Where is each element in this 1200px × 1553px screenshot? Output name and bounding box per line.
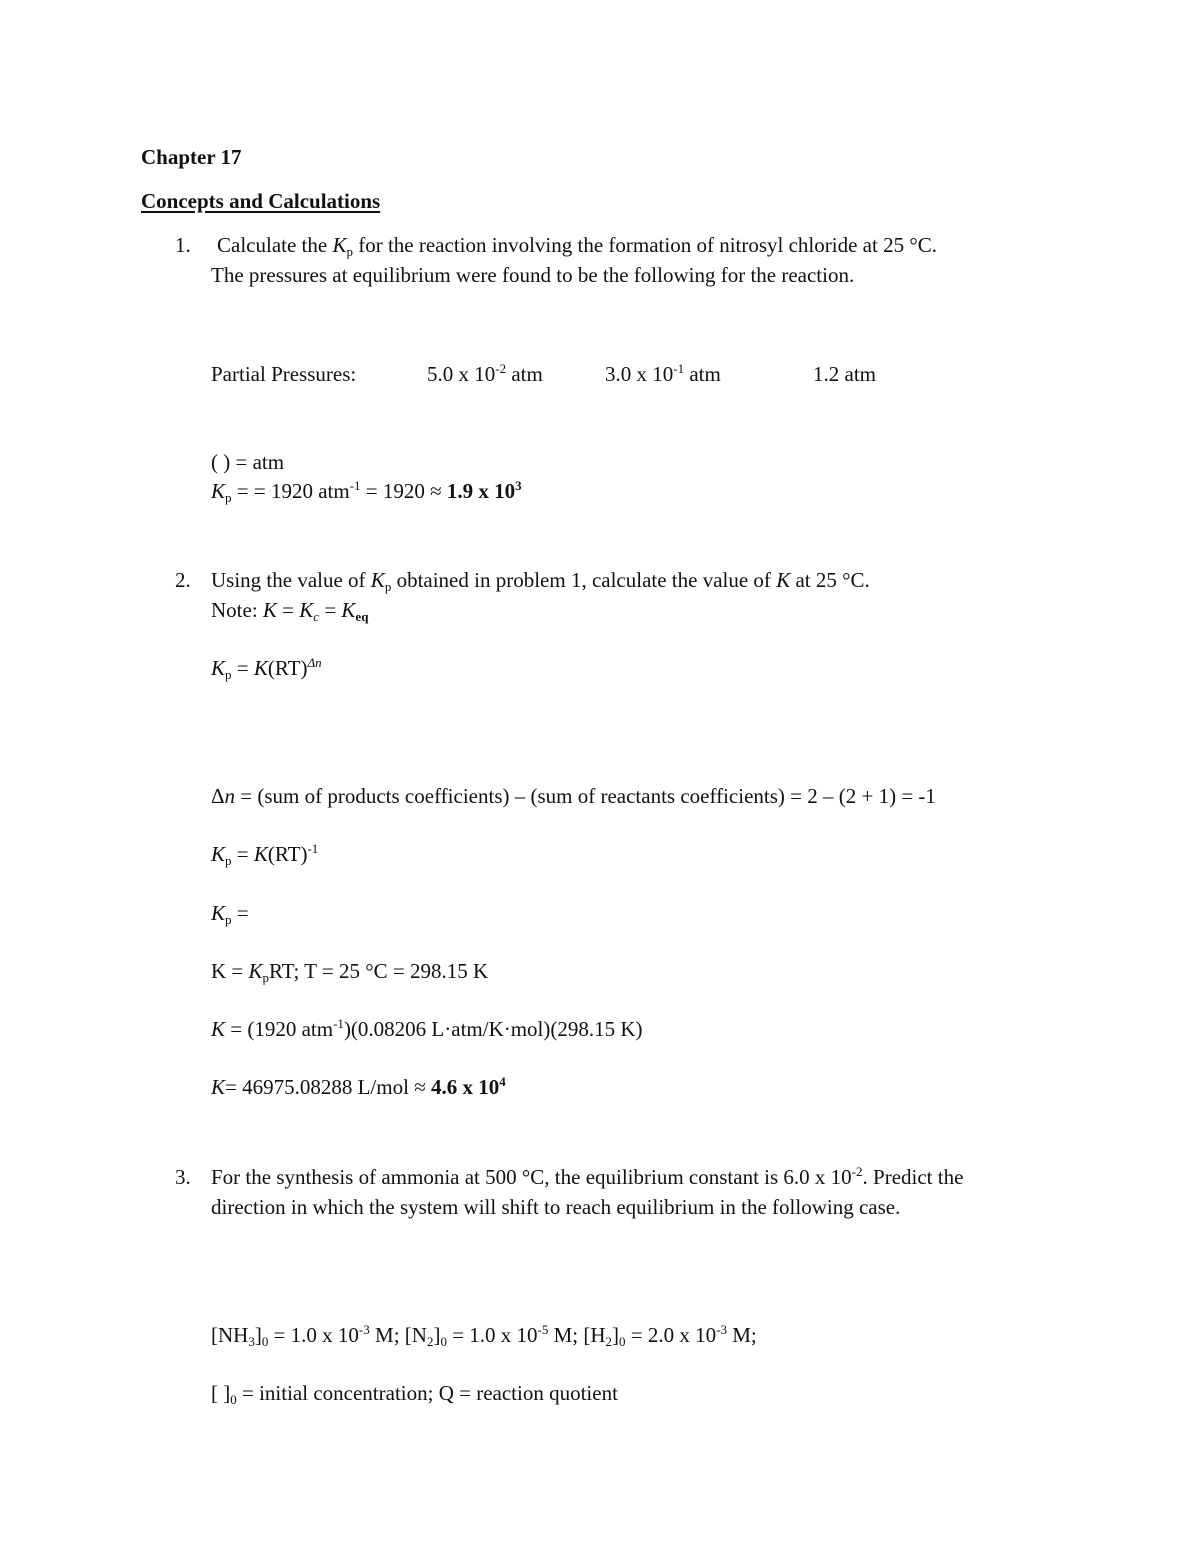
text: ] <box>612 1323 620 1347</box>
p-subscript: p <box>225 912 232 927</box>
problem-2-note <box>211 598 369 624</box>
k-symbol: K <box>211 901 226 925</box>
subscript: 2 <box>605 1334 613 1349</box>
problem-3-line-2: direction in which the system will shift to reach equilibrium in the following case. <box>211 1195 901 1219</box>
exponent: -1 <box>333 1016 344 1031</box>
k-symbol: K <box>211 1075 226 1099</box>
p-subscript: p <box>346 244 353 259</box>
text: = = 1920 atm <box>231 479 350 503</box>
formula-k-kprt <box>211 959 489 985</box>
exponent: -3 <box>716 1322 727 1337</box>
text: ] <box>433 1323 441 1347</box>
problem-3-line-1 <box>211 1164 964 1189</box>
text: (RT) <box>267 842 308 866</box>
k-symbol: K <box>253 656 268 680</box>
k-symbol: K <box>253 842 268 866</box>
text: )(0.08206 L·atm/K·mol)(298.15 K) <box>343 1017 643 1041</box>
text: = 46975.08288 L/mol ≈ <box>225 1075 431 1099</box>
text: = 1.0 x 10 <box>446 1323 538 1347</box>
section-title: Concepts and Calculations <box>141 189 381 213</box>
problem-1-line-2: The pressures at equilibrium were found to be the following for the reaction. <box>211 263 855 287</box>
formula-kp-equals <box>211 901 249 927</box>
subscript: 0 <box>261 1334 269 1349</box>
k-symbol: K <box>299 598 314 622</box>
k-symbol: K <box>211 842 226 866</box>
text: = 1.0 x 10 <box>268 1323 359 1347</box>
text: Calculate the <box>217 233 333 257</box>
p-subscript: p <box>225 490 232 505</box>
text: = 1920 ≈ <box>360 479 447 503</box>
text: 3.0 x 10 <box>605 362 674 386</box>
text: ] <box>254 1323 262 1347</box>
problem-2-line-1 <box>211 568 870 594</box>
initial-concentrations <box>211 1322 757 1349</box>
exponent: -2 <box>851 1164 863 1179</box>
equation-1: ( ) = atm <box>211 450 285 474</box>
text: = (1920 atm <box>225 1017 334 1041</box>
text: atm <box>684 362 721 386</box>
subscript: 0 <box>619 1334 626 1349</box>
text: = <box>319 598 342 622</box>
text: at 25 °C. <box>790 568 870 592</box>
partial-pressure-3: 1.2 atm <box>813 362 876 386</box>
k-symbol: K <box>341 598 356 622</box>
subscript: 2 <box>426 1334 434 1349</box>
subscript: 3 <box>248 1334 255 1349</box>
text: For the synthesis of ammonia at 500 °C, the equilibrium constant is 6.0 x 10 <box>211 1165 852 1189</box>
text: = (sum of products coefficients) – (sum of reactants coefficients) = 2 – (2 + 1) = -1 <box>235 784 936 808</box>
k-symbol: K <box>332 233 347 257</box>
text: Note: <box>211 598 263 622</box>
p-subscript: p <box>225 667 232 682</box>
problem-1-number: 1. <box>175 233 191 257</box>
k-symbol: K <box>211 656 226 680</box>
subscript: 0 <box>440 1334 447 1349</box>
partial-pressure-1 <box>427 361 543 386</box>
problem-3-number: 3. <box>175 1165 191 1189</box>
answer-2 <box>431 1075 506 1099</box>
exponent: -3 <box>358 1322 370 1337</box>
text: K = <box>211 959 249 983</box>
text: = <box>276 598 300 622</box>
text: 5.0 x 10 <box>427 362 496 386</box>
k-symbol: K <box>211 479 226 503</box>
text: RT; T = 25 °C = 298.15 K <box>269 959 489 983</box>
k-symbol: K <box>370 568 385 592</box>
text: M; [N <box>369 1323 427 1347</box>
answer-1 <box>447 479 522 503</box>
text: obtained in problem 1, calculate the value of <box>391 568 777 592</box>
equation-2 <box>211 478 522 505</box>
text: Using the value of <box>211 568 371 592</box>
k-symbol: K <box>211 1017 226 1041</box>
text: M; <box>726 1323 757 1347</box>
n-symbol: n <box>224 784 236 808</box>
exponent: -1 <box>673 361 685 376</box>
exponent: -2 <box>495 361 507 376</box>
p-subscript: p <box>384 579 392 594</box>
text: = <box>231 656 254 680</box>
text: 4.6 x 10 <box>430 1075 500 1099</box>
eq-subscript: eq <box>355 609 369 624</box>
partial-pressure-2 <box>605 361 721 386</box>
text: for the reaction involving the formation of nitrosyl chloride at 25 °C. <box>352 233 937 257</box>
k-symbol: K <box>776 568 791 592</box>
formula-k-result <box>211 1074 506 1099</box>
k-symbol: K <box>248 959 263 983</box>
chapter-title: Chapter 17 <box>141 145 242 169</box>
p-subscript: p <box>262 970 270 985</box>
text: = 2.0 x 10 <box>625 1323 717 1347</box>
delta-n-line <box>211 786 936 807</box>
text: [ ] <box>211 1381 231 1405</box>
formula-kp-rt-inverse <box>211 841 319 868</box>
text: [NH <box>211 1323 249 1347</box>
k-symbol: K <box>262 598 277 622</box>
exponent: 3 <box>515 478 522 493</box>
formula-kp-relation <box>211 655 322 682</box>
c-subscript: c <box>313 609 320 624</box>
exponent: 4 <box>499 1074 506 1089</box>
formula-k-substitution <box>211 1016 643 1041</box>
exponent: -1 <box>349 478 361 493</box>
text: = <box>231 842 254 866</box>
text: = initial concentration; Q = reaction quotient <box>236 1381 618 1405</box>
p-subscript: p <box>225 853 232 868</box>
partial-pressures-label: Partial Pressures: <box>211 362 357 386</box>
text: . Predict the <box>862 1165 964 1189</box>
text: atm <box>506 362 543 386</box>
exponent: -1 <box>307 841 319 856</box>
text: 1.9 x 10 <box>446 479 516 503</box>
text: M; [H <box>548 1323 606 1347</box>
exponent: Δn <box>307 655 322 670</box>
text: Δ <box>211 784 225 808</box>
concentration-definition <box>211 1381 618 1407</box>
problem-2-number: 2. <box>175 568 191 592</box>
subscript: 0 <box>230 1392 237 1407</box>
exponent: -5 <box>537 1322 549 1337</box>
problem-1-line-1 <box>217 233 937 259</box>
text: = <box>231 901 249 925</box>
text: (RT) <box>267 656 308 680</box>
